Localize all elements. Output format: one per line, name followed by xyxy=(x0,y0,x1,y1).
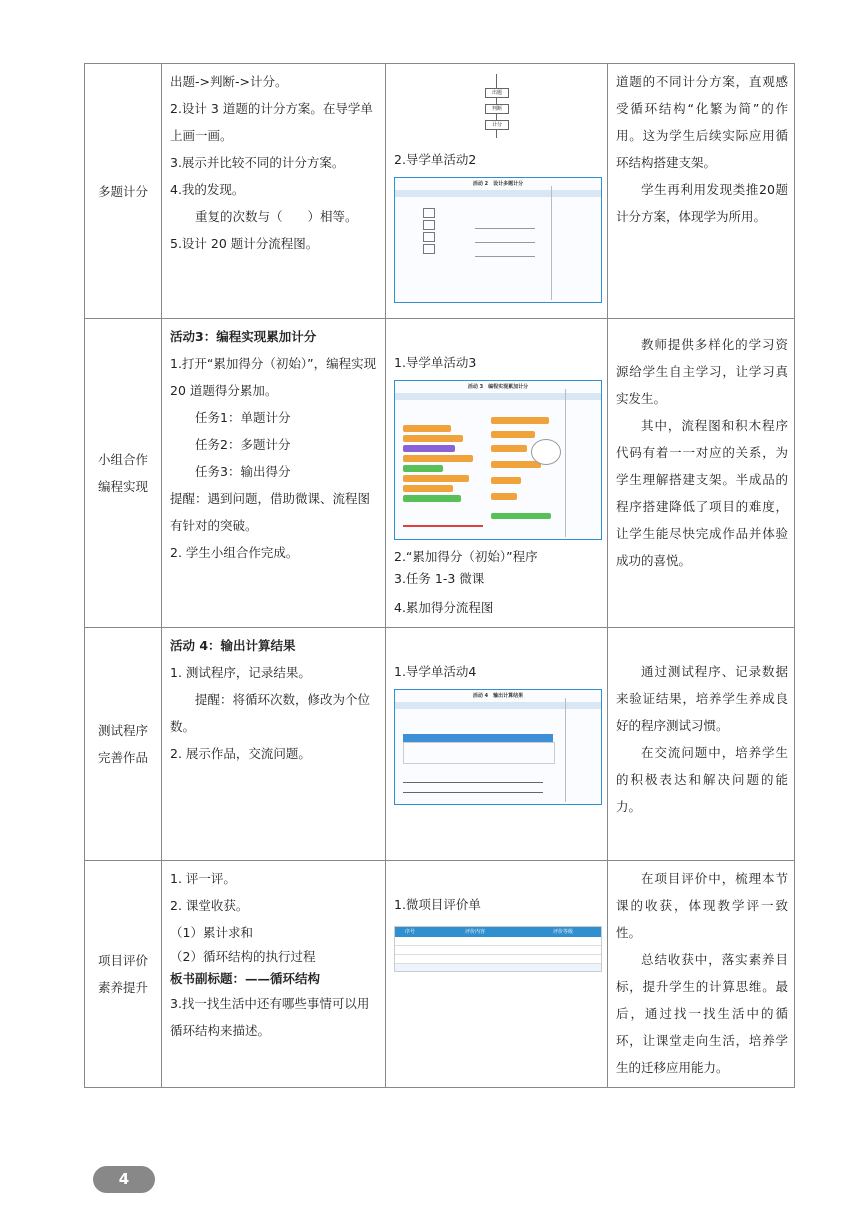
board-subtitle: 板书副标题：——循环结构 xyxy=(170,971,321,986)
eval-header: 序号 xyxy=(404,929,415,935)
purpose-cell xyxy=(608,319,795,628)
lesson-plan-table xyxy=(84,63,795,1088)
activity-line: 1.打开“累加得分（初始）”，编程实现 20 道题得分累加。 xyxy=(170,356,377,398)
resource-line: 2.“累加得分（初始）”程序 xyxy=(394,549,538,564)
stage-cell xyxy=(85,64,162,319)
resource-cell xyxy=(386,628,608,861)
resource-line: 1.导学单活动4 xyxy=(394,664,477,679)
activity-line: 任务2：多题计分 xyxy=(195,437,291,452)
flow-step: 出题 xyxy=(485,88,509,98)
activity-line: 2. 课堂收获。 xyxy=(170,898,249,913)
activity-line: （2）循环结构的执行过程 xyxy=(170,949,316,964)
resource-line: 1.微项目评价单 xyxy=(394,897,481,912)
table-row xyxy=(85,861,795,1088)
activity-line: 提醒：遇到问题，借助微课、流程图有针对的突破。 xyxy=(170,491,371,533)
thumbnail-title: 活动 4 输出计算结果 xyxy=(472,693,524,699)
resource-line: 3.任务 1-3 微课 xyxy=(394,571,485,586)
purpose-text: 其中，流程图和积木程序代码有着一一对应的关系，为学生理解搭建支架。半成品的程序搭建降低了项目的难度，让学生能尽快完成作品并体验成功的喜悦。 xyxy=(616,418,788,568)
table-row xyxy=(85,628,795,861)
purpose-text: 教师提供多样化的学习资源给学生自主学习，让学习真实发生。 xyxy=(616,337,788,406)
activity-line: 2.设计 3 道题的计分方案。在导学单上画一画。 xyxy=(170,101,373,143)
activity-cell xyxy=(162,64,386,319)
resource-line: 4.累加得分流程图 xyxy=(394,600,494,615)
table-row xyxy=(85,64,795,319)
worksheet-thumbnail xyxy=(394,380,602,540)
activity-line: 任务3：输出得分 xyxy=(195,464,291,479)
stage-cell xyxy=(85,861,162,1088)
stage-label: 项目评价素养提升 xyxy=(97,953,148,995)
activity-line: 出题->判断->计分。 xyxy=(170,74,288,89)
activity-cell xyxy=(162,861,386,1088)
activity-line: （1）累计求和 xyxy=(170,925,253,940)
resource-cell xyxy=(386,319,608,628)
activity-line: 重复的次数与（ ）相等。 xyxy=(195,209,358,224)
purpose-cell xyxy=(608,861,795,1088)
activity-line: 3.找一找生活中还有哪些事情可以用循环结构来描述。 xyxy=(170,996,370,1038)
purpose-cell xyxy=(608,64,795,319)
purpose-text: 在项目评价中，梳理本节课的收获，体现教学评一致性。 xyxy=(616,871,788,940)
activity-line: 2. 展示作品，交流问题。 xyxy=(170,746,311,761)
flow-step: 判断 xyxy=(485,104,509,114)
purpose-text: 道题的不同计分方案，直观感受循环结构“化繁为简”的作用。这为学生后续实际应用循环结构搭建支架。 xyxy=(616,74,788,170)
stage-label: 测试程序完善作品 xyxy=(97,723,148,765)
purpose-text: 学生再利用发现类推20题计分方案，体现学为所用。 xyxy=(616,182,788,224)
worksheet-thumbnail xyxy=(394,177,602,303)
eval-header: 评价等级 xyxy=(552,929,573,935)
activity-title: 活动3：编程实现累加计分 xyxy=(170,329,317,344)
purpose-cell xyxy=(608,628,795,861)
activity-line: 提醒：将循环次数，修改为个位数。 xyxy=(170,692,371,734)
purpose-text: 通过测试程序、记录数据来验证结果，培养学生养成良好的程序测试习惯。 xyxy=(616,664,788,733)
purpose-text: 总结收获中，落实素养目标，提升学生的计算思维。最后，通过找一找生活中的循环，让课堂走向生活，培养学生的迁移应用能力。 xyxy=(616,952,788,1075)
thumbnail-title: 活动 3 编程实现累加计分 xyxy=(467,384,529,390)
activity-line: 2. 学生小组合作完成。 xyxy=(170,545,299,560)
activity-line: 4.我的发现。 xyxy=(170,182,245,197)
activity-cell xyxy=(162,628,386,861)
resource-cell xyxy=(386,861,608,1088)
activity-line: 5.设计 20 题计分流程图。 xyxy=(170,236,319,251)
resource-line: 2.导学单活动2 xyxy=(394,152,477,167)
activity-line: 任务1：单题计分 xyxy=(195,410,291,425)
table-row xyxy=(85,319,795,628)
eval-header: 评价内容 xyxy=(464,929,485,935)
thumbnail-title: 活动 2 设计多题计分 xyxy=(472,181,524,187)
activity-cell xyxy=(162,319,386,628)
stage-label: 小组合作编程实现 xyxy=(97,452,148,494)
purpose-text: 在交流问题中，培养学生的积极表达和解决问题的能力。 xyxy=(616,745,788,814)
activity-title: 活动 4：输出计算结果 xyxy=(170,638,296,653)
activity-line: 3.展示并比较不同的计分方案。 xyxy=(170,155,345,170)
stage-cell xyxy=(85,628,162,861)
worksheet-thumbnail xyxy=(394,689,602,805)
resource-line: 1.导学单活动3 xyxy=(394,355,477,370)
stage-label: 多题计分 xyxy=(97,183,148,199)
activity-line: 1. 测试程序，记录结果。 xyxy=(170,665,311,680)
evaluation-table-thumbnail xyxy=(394,926,602,972)
resource-cell xyxy=(386,64,608,319)
stage-cell xyxy=(85,319,162,628)
page-number-badge: 4 xyxy=(93,1166,155,1193)
flowchart-figure xyxy=(394,68,601,146)
flow-step: 计分 xyxy=(485,120,509,130)
activity-line: 1. 评一评。 xyxy=(170,871,236,886)
